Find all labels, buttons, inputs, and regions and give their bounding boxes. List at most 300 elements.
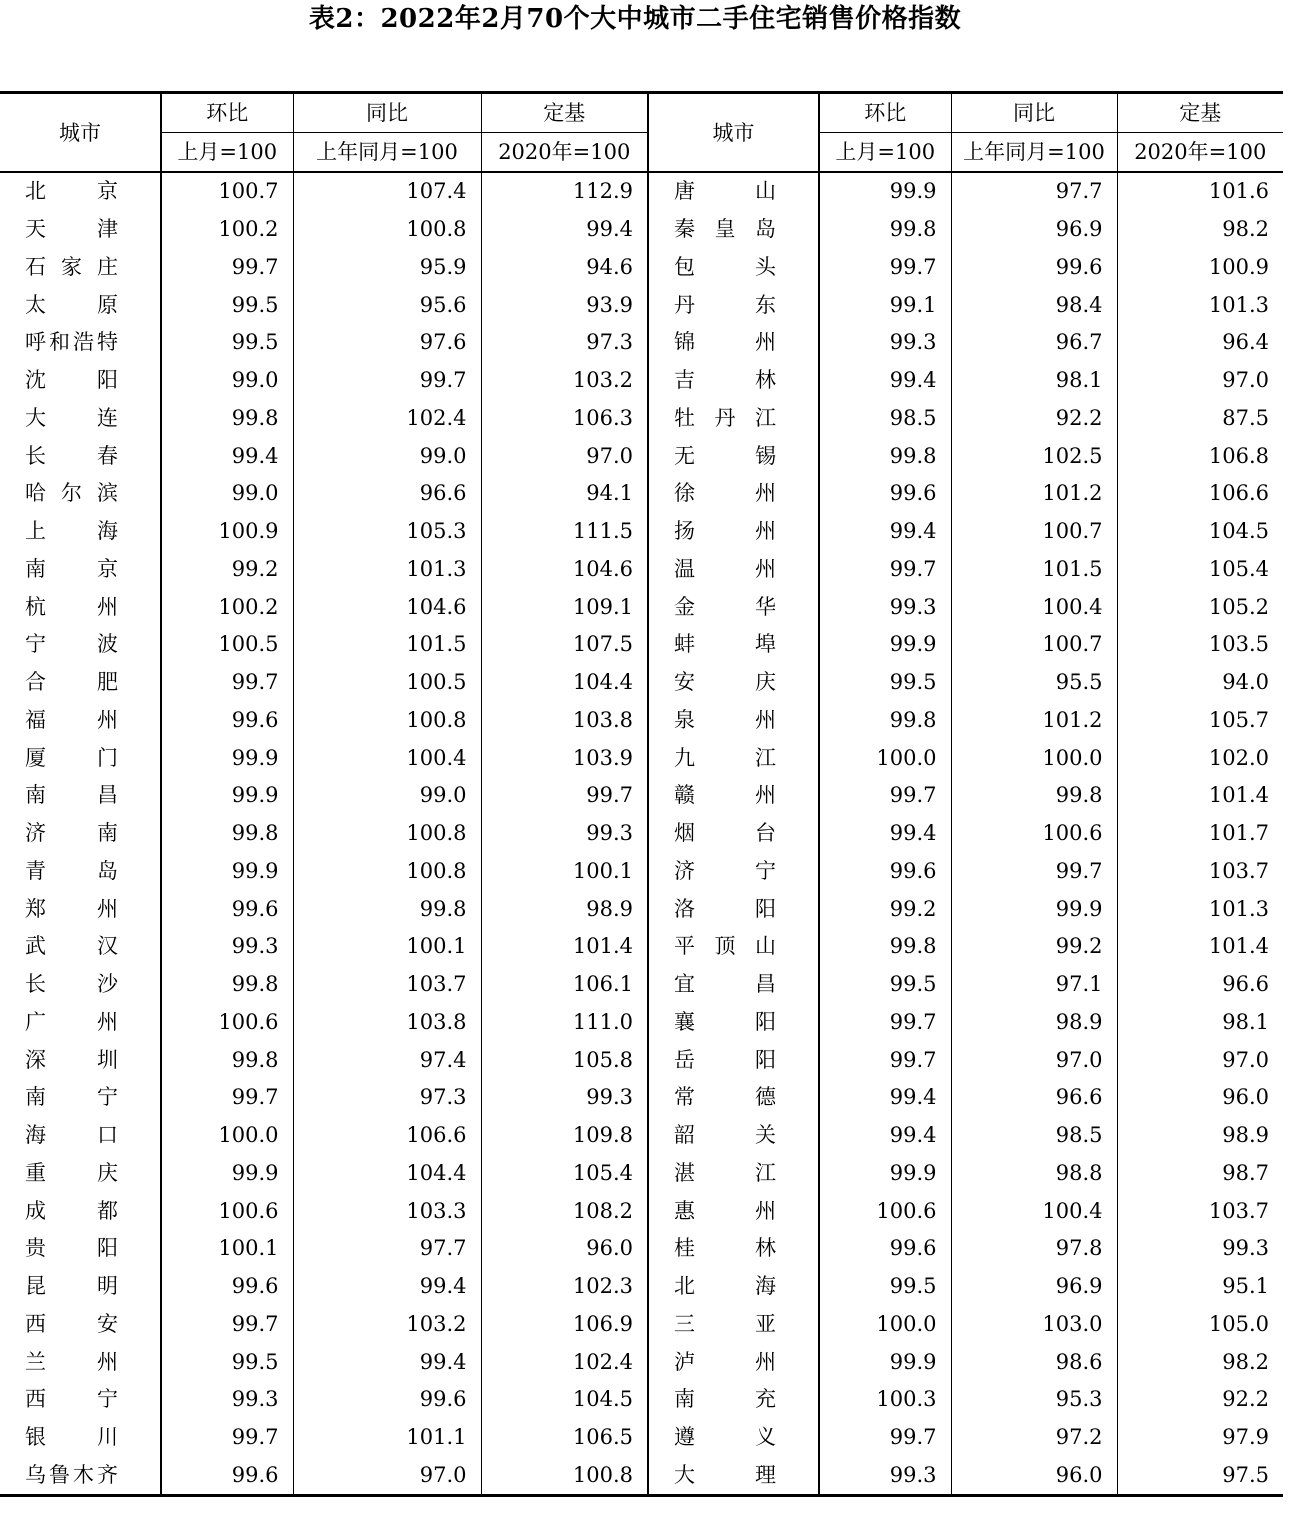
mom-value-left: 99.6	[161, 890, 293, 928]
fixed-value-left: 102.3	[481, 1268, 648, 1306]
table-row	[0, 1079, 1283, 1117]
yoy-value-right: 96.9	[951, 1268, 1117, 1306]
mom-value-left: 99.5	[161, 324, 293, 362]
city-name-left: 成都	[25, 1198, 118, 1223]
yoy-value-right: 99.2	[951, 928, 1117, 966]
city-name-right: 包头	[648, 249, 819, 287]
table-row	[0, 1230, 1283, 1268]
yoy-value-left: 99.0	[293, 777, 481, 815]
header-mom-right: 环比	[819, 93, 951, 133]
fixed-value-right: 96.0	[1117, 1079, 1283, 1117]
mom-value-right: 99.5	[819, 664, 951, 702]
fixed-value-left: 103.8	[481, 702, 648, 740]
city-name-right: 徐州	[648, 475, 819, 513]
table-row	[0, 702, 1283, 740]
yoy-value-right: 99.9	[951, 890, 1117, 928]
mom-value-left: 99.7	[161, 664, 293, 702]
city-name-right: 常德	[648, 1079, 819, 1117]
table-row	[0, 890, 1283, 928]
yoy-value-left: 100.4	[293, 739, 481, 777]
city-name-right: 烟台	[648, 815, 819, 853]
header-yoy-left: 同比	[293, 93, 481, 133]
fixed-value-left: 112.9	[481, 172, 648, 211]
yoy-value-left: 97.3	[293, 1079, 481, 1117]
city-name-left: 大连	[25, 405, 118, 430]
fixed-value-right: 98.9	[1117, 1117, 1283, 1155]
yoy-value-left: 103.7	[293, 966, 481, 1004]
yoy-value-left: 100.8	[293, 211, 481, 249]
fixed-value-left: 97.3	[481, 324, 648, 362]
yoy-value-left: 95.6	[293, 286, 481, 324]
city-name-right: 北海	[648, 1268, 819, 1306]
city-name-left: 天津	[25, 217, 118, 242]
fixed-value-right: 101.4	[1117, 777, 1283, 815]
yoy-value-left: 95.9	[293, 249, 481, 287]
fixed-value-left: 99.7	[481, 777, 648, 815]
city-name-left: 青岛	[25, 858, 118, 883]
table-row	[0, 815, 1283, 853]
header-yoy-base-left: 上年同月=100	[293, 133, 481, 173]
mom-value-right: 99.4	[819, 1079, 951, 1117]
page-title: 表2：2022年2月70个大中城市二手住宅销售价格指数	[308, 4, 962, 34]
city-name-left: 长沙	[25, 972, 118, 997]
header-city-left: 城市	[0, 93, 161, 173]
yoy-value-left: 97.7	[293, 1230, 481, 1268]
fixed-value-right: 103.5	[1117, 626, 1283, 664]
table-row	[0, 513, 1283, 551]
table-row	[0, 664, 1283, 702]
yoy-value-left: 100.1	[293, 928, 481, 966]
yoy-value-left: 107.4	[293, 172, 481, 211]
city-name-right: 无锡	[648, 437, 819, 475]
yoy-value-left: 99.8	[293, 890, 481, 928]
city-name-right: 南充	[648, 1381, 819, 1419]
fixed-value-left: 104.6	[481, 551, 648, 589]
fixed-value-right: 87.5	[1117, 400, 1283, 438]
yoy-value-left: 103.3	[293, 1192, 481, 1230]
table-row	[0, 1041, 1283, 1079]
mom-value-right: 99.8	[819, 211, 951, 249]
city-name-left: 太原	[25, 292, 118, 317]
yoy-value-right: 96.7	[951, 324, 1117, 362]
mom-value-right: 99.7	[819, 551, 951, 589]
yoy-value-left: 101.5	[293, 626, 481, 664]
mom-value-right: 99.3	[819, 588, 951, 626]
city-name-right: 温州	[648, 551, 819, 589]
fixed-value-left: 106.3	[481, 400, 648, 438]
mom-value-right: 100.0	[819, 739, 951, 777]
city-name-left: 西宁	[25, 1387, 118, 1412]
fixed-value-left: 105.8	[481, 1041, 648, 1079]
fixed-value-right: 101.4	[1117, 928, 1283, 966]
fixed-value-right: 95.1	[1117, 1268, 1283, 1306]
header-fixed-right: 定基	[1117, 93, 1283, 133]
fixed-value-left: 104.5	[481, 1381, 648, 1419]
yoy-value-left: 100.8	[293, 702, 481, 740]
yoy-value-right: 98.9	[951, 1004, 1117, 1042]
mom-value-right: 100.0	[819, 1306, 951, 1344]
city-name-left: 石家庄	[25, 254, 118, 279]
table-row	[0, 551, 1283, 589]
fixed-value-right: 106.8	[1117, 437, 1283, 475]
city-name-right: 泸州	[648, 1343, 819, 1381]
city-name-right: 金华	[648, 588, 819, 626]
fixed-value-left: 103.9	[481, 739, 648, 777]
header-row-top	[0, 93, 1283, 133]
price-index-table	[0, 91, 1283, 1497]
mom-value-left: 99.9	[161, 739, 293, 777]
city-name-left: 重庆	[25, 1160, 118, 1185]
table-row	[0, 1268, 1283, 1306]
fixed-value-left: 104.4	[481, 664, 648, 702]
yoy-value-right: 97.2	[951, 1419, 1117, 1457]
fixed-value-right: 103.7	[1117, 853, 1283, 891]
yoy-value-right: 100.6	[951, 815, 1117, 853]
mom-value-left: 99.8	[161, 400, 293, 438]
mom-value-left: 99.5	[161, 286, 293, 324]
yoy-value-right: 97.8	[951, 1230, 1117, 1268]
fixed-value-right: 103.7	[1117, 1192, 1283, 1230]
city-name-right: 扬州	[648, 513, 819, 551]
city-name-right: 安庆	[648, 664, 819, 702]
table-header	[0, 93, 1283, 173]
table-row	[0, 475, 1283, 513]
mom-value-left: 100.2	[161, 588, 293, 626]
fixed-value-left: 96.0	[481, 1230, 648, 1268]
city-name-right: 大理	[648, 1457, 819, 1496]
header-fixed-base-left: 2020年=100	[481, 133, 648, 173]
city-name-right: 惠州	[648, 1192, 819, 1230]
city-name-right: 济宁	[648, 853, 819, 891]
table-row	[0, 966, 1283, 1004]
mom-value-right: 99.5	[819, 1268, 951, 1306]
table-body	[0, 172, 1283, 1496]
fixed-value-left: 100.1	[481, 853, 648, 891]
yoy-value-left: 103.2	[293, 1306, 481, 1344]
yoy-value-left: 99.4	[293, 1268, 481, 1306]
yoy-value-left: 106.6	[293, 1117, 481, 1155]
header-mom-base-right: 上月=100	[819, 133, 951, 173]
table-row	[0, 249, 1283, 287]
table-row	[0, 286, 1283, 324]
yoy-value-right: 99.6	[951, 249, 1117, 287]
fixed-value-left: 111.5	[481, 513, 648, 551]
fixed-value-right: 97.0	[1117, 362, 1283, 400]
fixed-value-right: 98.2	[1117, 1343, 1283, 1381]
header-yoy-base-right: 上年同月=100	[951, 133, 1117, 173]
mom-value-left: 99.3	[161, 1381, 293, 1419]
yoy-value-right: 96.9	[951, 211, 1117, 249]
mom-value-left: 99.6	[161, 1457, 293, 1496]
city-name-right: 秦皇岛	[648, 211, 819, 249]
fixed-value-left: 111.0	[481, 1004, 648, 1042]
yoy-value-left: 99.4	[293, 1343, 481, 1381]
mom-value-right: 99.7	[819, 1419, 951, 1457]
fixed-value-left: 105.4	[481, 1155, 648, 1193]
yoy-value-right: 99.7	[951, 853, 1117, 891]
city-name-right: 韶关	[648, 1117, 819, 1155]
city-name-left: 西安	[25, 1311, 118, 1336]
city-name-left: 长春	[25, 443, 118, 468]
city-name-left: 南宁	[25, 1085, 118, 1110]
city-name-left: 广州	[25, 1009, 118, 1034]
mom-value-right: 99.8	[819, 702, 951, 740]
fixed-value-right: 96.6	[1117, 966, 1283, 1004]
fixed-value-left: 99.3	[481, 1079, 648, 1117]
city-name-right: 三亚	[648, 1306, 819, 1344]
fixed-value-right: 92.2	[1117, 1381, 1283, 1419]
mom-value-left: 99.4	[161, 437, 293, 475]
mom-value-left: 99.2	[161, 551, 293, 589]
city-name-right: 洛阳	[648, 890, 819, 928]
table-row	[0, 777, 1283, 815]
fixed-value-right: 100.9	[1117, 249, 1283, 287]
fixed-value-right: 105.2	[1117, 588, 1283, 626]
mom-value-left: 100.5	[161, 626, 293, 664]
fixed-value-right: 105.0	[1117, 1306, 1283, 1344]
fixed-value-left: 107.5	[481, 626, 648, 664]
yoy-value-right: 98.8	[951, 1155, 1117, 1193]
table-row	[0, 1004, 1283, 1042]
table-row	[0, 928, 1283, 966]
city-name-right: 泉州	[648, 702, 819, 740]
mom-value-right: 99.7	[819, 1004, 951, 1042]
yoy-value-right: 97.1	[951, 966, 1117, 1004]
yoy-value-left: 100.8	[293, 853, 481, 891]
city-name-left: 上海	[25, 519, 118, 544]
yoy-value-right: 96.0	[951, 1457, 1117, 1496]
table-row	[0, 1306, 1283, 1344]
city-name-left: 济南	[25, 821, 118, 846]
header-mom-left: 环比	[161, 93, 293, 133]
city-name-left: 福州	[25, 707, 118, 732]
mom-value-right: 99.8	[819, 928, 951, 966]
city-name-left: 北京	[25, 179, 118, 204]
mom-value-left: 100.9	[161, 513, 293, 551]
mom-value-left: 99.7	[161, 1306, 293, 1344]
table-row	[0, 324, 1283, 362]
fixed-value-left: 97.0	[481, 437, 648, 475]
city-name-right: 唐山	[648, 172, 819, 211]
yoy-value-right: 97.0	[951, 1041, 1117, 1079]
mom-value-right: 99.4	[819, 815, 951, 853]
fixed-value-right: 98.1	[1117, 1004, 1283, 1042]
yoy-value-right: 96.6	[951, 1079, 1117, 1117]
yoy-value-left: 97.4	[293, 1041, 481, 1079]
yoy-value-right: 100.4	[951, 588, 1117, 626]
yoy-value-right: 98.1	[951, 362, 1117, 400]
mom-value-right: 99.6	[819, 475, 951, 513]
fixed-value-right: 106.6	[1117, 475, 1283, 513]
fixed-value-left: 99.3	[481, 815, 648, 853]
header-fixed-base-right: 2020年=100	[1117, 133, 1283, 173]
mom-value-left: 100.6	[161, 1192, 293, 1230]
city-name-left: 银川	[25, 1425, 118, 1450]
table-row	[0, 1192, 1283, 1230]
mom-value-left: 99.8	[161, 1041, 293, 1079]
yoy-value-right: 95.3	[951, 1381, 1117, 1419]
yoy-value-left: 101.1	[293, 1419, 481, 1457]
city-name-left: 郑州	[25, 896, 118, 921]
fixed-value-left: 98.9	[481, 890, 648, 928]
city-name-left: 兰州	[25, 1349, 118, 1374]
yoy-value-right: 101.2	[951, 702, 1117, 740]
mom-value-right: 99.4	[819, 513, 951, 551]
city-name-left: 海口	[25, 1123, 118, 1148]
yoy-value-left: 99.7	[293, 362, 481, 400]
yoy-value-right: 102.5	[951, 437, 1117, 475]
table-row	[0, 588, 1283, 626]
mom-value-right: 99.2	[819, 890, 951, 928]
fixed-value-left: 103.2	[481, 362, 648, 400]
mom-value-right: 100.3	[819, 1381, 951, 1419]
header-row-bottom	[0, 133, 1283, 173]
yoy-value-right: 99.8	[951, 777, 1117, 815]
table-row	[0, 1457, 1283, 1496]
fixed-value-right: 98.7	[1117, 1155, 1283, 1193]
fixed-value-right: 97.9	[1117, 1419, 1283, 1457]
fixed-value-right: 102.0	[1117, 739, 1283, 777]
city-name-left: 深圳	[25, 1047, 118, 1072]
yoy-value-left: 99.0	[293, 437, 481, 475]
mom-value-right: 99.9	[819, 1343, 951, 1381]
fixed-value-left: 100.8	[481, 1457, 648, 1496]
yoy-value-right: 92.2	[951, 400, 1117, 438]
mom-value-right: 99.9	[819, 172, 951, 211]
yoy-value-right: 98.6	[951, 1343, 1117, 1381]
yoy-value-right: 100.7	[951, 513, 1117, 551]
mom-value-right: 99.6	[819, 1230, 951, 1268]
yoy-value-left: 103.8	[293, 1004, 481, 1042]
fixed-value-right: 105.4	[1117, 551, 1283, 589]
table-row	[0, 853, 1283, 891]
city-name-left: 厦门	[25, 745, 118, 770]
yoy-value-left: 105.3	[293, 513, 481, 551]
fixed-value-right: 101.3	[1117, 286, 1283, 324]
table-row	[0, 400, 1283, 438]
fixed-value-right: 97.5	[1117, 1457, 1283, 1496]
city-name-right: 桂林	[648, 1230, 819, 1268]
city-name-left: 南昌	[25, 783, 118, 808]
mom-value-left: 100.1	[161, 1230, 293, 1268]
city-name-right: 宜昌	[648, 966, 819, 1004]
yoy-value-right: 101.5	[951, 551, 1117, 589]
table-row	[0, 739, 1283, 777]
mom-value-left: 99.9	[161, 853, 293, 891]
fixed-value-left: 106.9	[481, 1306, 648, 1344]
fixed-value-right: 96.4	[1117, 324, 1283, 362]
city-name-left: 武汉	[25, 934, 118, 959]
city-name-right: 襄阳	[648, 1004, 819, 1042]
fixed-value-right: 105.7	[1117, 702, 1283, 740]
fixed-value-left: 102.4	[481, 1343, 648, 1381]
table-row	[0, 1155, 1283, 1193]
mom-value-right: 99.9	[819, 626, 951, 664]
table-row	[0, 1117, 1283, 1155]
city-name-left: 杭州	[25, 594, 118, 619]
mom-value-left: 99.8	[161, 815, 293, 853]
header-mom-base-left: 上月=100	[161, 133, 293, 173]
city-name-right: 丹东	[648, 286, 819, 324]
city-name-right: 赣州	[648, 777, 819, 815]
yoy-value-right: 103.0	[951, 1306, 1117, 1344]
yoy-value-right: 95.5	[951, 664, 1117, 702]
table-row	[0, 1381, 1283, 1419]
city-name-left: 昆明	[25, 1274, 118, 1299]
city-name-right: 湛江	[648, 1155, 819, 1193]
mom-value-right: 100.6	[819, 1192, 951, 1230]
fixed-value-left: 94.1	[481, 475, 648, 513]
mom-value-right: 99.4	[819, 1117, 951, 1155]
fixed-value-right: 94.0	[1117, 664, 1283, 702]
table-row	[0, 1419, 1283, 1457]
mom-value-right: 99.7	[819, 1041, 951, 1079]
yoy-value-right: 100.4	[951, 1192, 1117, 1230]
fixed-value-right: 104.5	[1117, 513, 1283, 551]
city-name-right: 吉林	[648, 362, 819, 400]
mom-value-right: 99.3	[819, 324, 951, 362]
mom-value-left: 99.0	[161, 362, 293, 400]
fixed-value-left: 101.4	[481, 928, 648, 966]
mom-value-left: 100.2	[161, 211, 293, 249]
city-name-left: 哈尔滨	[25, 481, 118, 506]
city-name-left: 沈阳	[25, 368, 118, 393]
table-row	[0, 172, 1283, 211]
yoy-value-right: 98.4	[951, 286, 1117, 324]
mom-value-left: 100.0	[161, 1117, 293, 1155]
fixed-value-left: 93.9	[481, 286, 648, 324]
mom-value-left: 99.0	[161, 475, 293, 513]
yoy-value-left: 102.4	[293, 400, 481, 438]
yoy-value-left: 100.5	[293, 664, 481, 702]
mom-value-right: 99.4	[819, 362, 951, 400]
header-yoy-right: 同比	[951, 93, 1117, 133]
city-name-right: 九江	[648, 739, 819, 777]
city-name-right: 牡丹江	[648, 400, 819, 438]
table-row	[0, 437, 1283, 475]
mom-value-right: 99.6	[819, 853, 951, 891]
mom-value-left: 99.7	[161, 249, 293, 287]
mom-value-left: 99.5	[161, 1343, 293, 1381]
fixed-value-left: 109.1	[481, 588, 648, 626]
mom-value-left: 99.9	[161, 1155, 293, 1193]
yoy-value-left: 104.6	[293, 588, 481, 626]
city-name-left: 南京	[25, 556, 118, 581]
table-row	[0, 626, 1283, 664]
table-row	[0, 211, 1283, 249]
yoy-value-left: 96.6	[293, 475, 481, 513]
fixed-value-right: 97.0	[1117, 1041, 1283, 1079]
city-name-left: 合肥	[25, 670, 118, 695]
city-name-right: 遵义	[648, 1419, 819, 1457]
mom-value-right: 99.7	[819, 249, 951, 287]
yoy-value-left: 97.0	[293, 1457, 481, 1496]
city-name-left: 宁波	[25, 632, 118, 657]
mom-value-right: 99.1	[819, 286, 951, 324]
table-row	[0, 362, 1283, 400]
yoy-value-left: 97.6	[293, 324, 481, 362]
fixed-value-right: 101.7	[1117, 815, 1283, 853]
mom-value-left: 99.9	[161, 777, 293, 815]
mom-value-left: 100.7	[161, 172, 293, 211]
fixed-value-right: 101.3	[1117, 890, 1283, 928]
yoy-value-left: 101.3	[293, 551, 481, 589]
city-name-right: 平顶山	[648, 928, 819, 966]
yoy-value-left: 104.4	[293, 1155, 481, 1193]
fixed-value-left: 106.5	[481, 1419, 648, 1457]
mom-value-left: 99.6	[161, 1268, 293, 1306]
yoy-value-right: 100.7	[951, 626, 1117, 664]
